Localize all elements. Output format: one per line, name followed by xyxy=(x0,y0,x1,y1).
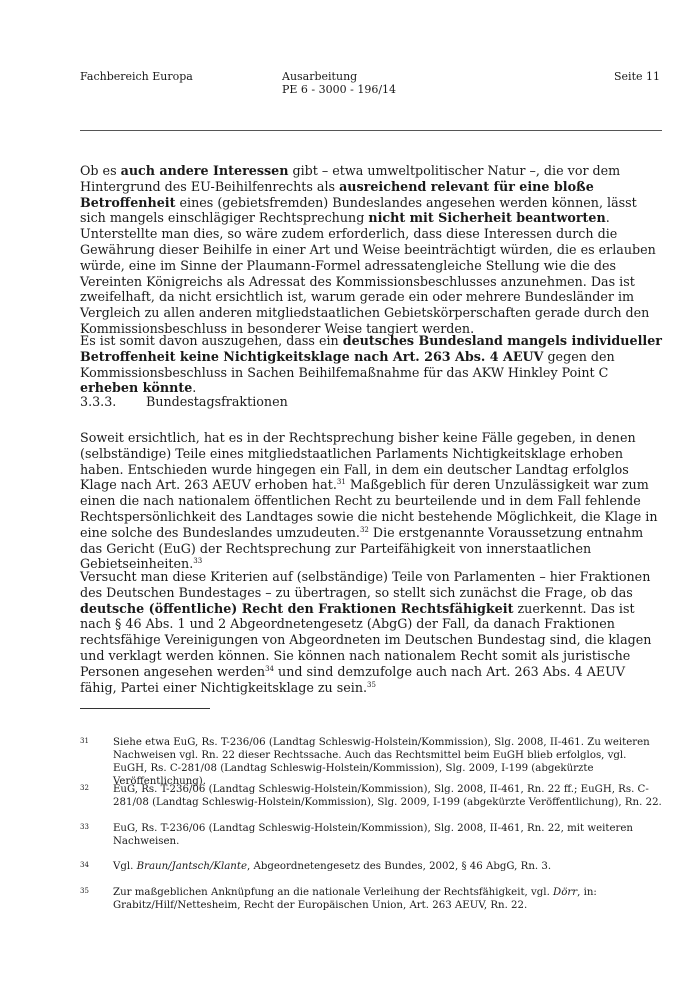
footnote-35 xyxy=(80,886,662,912)
bold-text: erheben könnte xyxy=(80,380,193,396)
footnote-ref-34[interactable]: 34 xyxy=(265,664,274,673)
text: , in: Grabitz/Hilf/Nettesheim, Recht der Europäischen Union, Art. 263 AEUV, Rn. 22. xyxy=(113,887,597,911)
text: , Abgeordnetengesetz des Bundes, 2002, § 46 AbgG, Rn. 3. xyxy=(246,861,552,872)
footnote-number: 35 xyxy=(80,887,89,895)
text: gegen den Kommissionsbeschluss in Sachen Beihilfemaßnahme für das AKW Hinkley Point C xyxy=(80,348,615,380)
footnote-text: Siehe etwa EuG, Rs. T-236/06 (Landtag Schleswig-Holstein/Kommission), Slg. 2008, II-461. Zu weiteren Nachweisen vgl. Rn. 22 dieser Rechtssache. Auch das Rechtsmittel beim EuGH blieb erfolglos, vgl. EuGH, Rs. C-281/08 (Landtag Schleswig-Holstein/Kommission), Slg. 2009, I-199 (abgekürzte Veröffentlichung). xyxy=(113,737,650,787)
section-title: Bundestagsfraktionen xyxy=(146,394,288,409)
paragraph-4 xyxy=(80,569,662,695)
footnote-divider xyxy=(80,708,210,709)
footnote-ref-31[interactable]: 31 xyxy=(336,478,346,487)
text: eines (gebietsfremden) Bundeslandes angesehen werden können, lässt sich mangels einschlägiger Rechtsprechung xyxy=(80,194,637,226)
text: und sind demzufolge auch nach Art. 263 Abs. 4 AEUV fähig, Partei einer Nichtigkeitsklage zu sein. xyxy=(80,663,625,695)
footnote-34 xyxy=(80,860,662,873)
header-page-number: Seite 11 xyxy=(614,70,660,83)
footnote-number: 32 xyxy=(80,784,89,792)
text: Die erstgenannte Voraussetzung entnahm das Gericht (EuG) der Rechtsprechung zur Parteifähigkeit von innerstaatlichen Gebietseinheiten. xyxy=(80,524,644,572)
paragraph-1 xyxy=(80,163,662,337)
text: . Unterstellte man dies, so wäre zudem erforderlich, dass diese Interessen durch die Gewährung dieser Beihilfe in einer Art und Weise beeinträchtigt würden, die es erlauben würde, eine im Sinne der Plaumann-Formel adressatengleiche Stellung wie die des Vereinten Königreichs als Adressat des Kommissionsbeschlusses anzunehmen. Das ist zweifelhaft, da nicht ersichtlich ist, warum gerade ein oder mehrere Bundesländer im Vergleich zu allen anderen mitgliedstaatlichen Gebietskörperschaften gerade durch den Kommissionsbeschluss in besonderer Weise tangiert werden. xyxy=(80,210,656,336)
text: Maßgeblich für deren Unzulässigkeit war zum einen die nach nationalem öffentlichen Recht zu beurteilende und in dem Fall fehlende Rechtspersönlichkeit des Landtages sowie die nicht bestehende Möglichkeit, die Klage in eine solche des Bundeslandes umzudeuten. xyxy=(80,477,658,540)
text: zuerkennt. Das ist nach § 46 Abs. 1 und 2 Abgeordnetengesetz (AbgG) der Fall, da danach Fraktionen rechtsfähige Vereinigungen von Abgeordneten im Deutschen Bundestag sind, die klagen und verklagt werden können. Sie können nach nationalem Recht somit als juristische Personen angesehen werden xyxy=(80,600,652,679)
footnote-33 xyxy=(80,822,662,848)
footnote-number: 33 xyxy=(80,823,89,831)
footnote-31 xyxy=(80,736,662,788)
author-name: Braun/Jantsch/Klante xyxy=(136,861,247,872)
footnote-text xyxy=(113,860,662,873)
footnote-ref-35[interactable]: 35 xyxy=(367,680,376,689)
header-doc-label: Ausarbeitung xyxy=(282,70,358,83)
paragraph-2 xyxy=(80,333,662,396)
text: Es ist somit davon auszugehen, dass ein xyxy=(80,333,343,348)
header-doc-number: PE 6 - 3000 - 196/14 xyxy=(282,83,397,96)
text: Ob es xyxy=(80,163,121,178)
footnote-ref-33[interactable]: 33 xyxy=(193,557,203,566)
text: Zur maßgeblichen Anknüpfung an die nationale Verleihung der Rechtsfähigkeit, vgl. xyxy=(113,887,554,898)
section-number: 3.3.3. xyxy=(80,394,117,409)
header-department: Fachbereich Europa xyxy=(80,70,193,83)
header-divider xyxy=(80,130,662,131)
author-name: Dörr xyxy=(553,887,578,898)
text: Versucht man diese Kriterien auf (selbständige) Teile von Parlamenten – hier Fraktionen des Deutschen Bundestages – zu übertragen, so stellt sich zunächst die Frage, ob das xyxy=(80,569,651,600)
bold-text: nicht mit Sicherheit beantworten xyxy=(368,210,606,226)
bold-text: deutsche (öffentliche) Recht den Fraktionen Rechtsfähigkeit xyxy=(80,600,514,616)
paragraph-3 xyxy=(80,430,662,572)
footnote-number: 34 xyxy=(80,861,89,869)
header-document-type xyxy=(282,70,396,96)
footnote-text: EuG, Rs. T-236/06 (Landtag Schleswig-Holstein/Kommission), Slg. 2008, II-461, Rn. 22, mit weiteren Nachweisen. xyxy=(113,823,633,847)
text: gibt – etwa umweltpolitischer Natur –, die vor dem Hintergrund des EU-Beihilfenrechts als xyxy=(80,163,621,194)
footnote-number: 31 xyxy=(80,737,89,745)
text: Vgl. xyxy=(113,861,137,872)
bold-text: auch andere Interessen xyxy=(120,163,289,178)
text: . xyxy=(192,380,197,396)
footnote-ref-32[interactable]: 32 xyxy=(359,525,369,534)
footnote-32 xyxy=(80,783,662,809)
bold-text: deutsches Bundesland mangels individueller Betroffenheit keine Nichtigkeitsklage nach Art. 263 Abs. 4 AEUV xyxy=(80,333,662,364)
bold-text: ausreichend relevant für eine bloße Betroffenheit xyxy=(80,178,594,210)
section-heading xyxy=(80,394,288,410)
footnote-text: EuG, Rs. T-236/06 (Landtag Schleswig-Holstein/Kommission), Slg. 2008, II-461, Rn. 22 ff.; EuGH, Rs. C-281/08 (Landtag Schleswig-Holstein/Kommission), Slg. 2009, I-199 (abgekürzte Veröffentlichung), Rn. 22. xyxy=(113,784,662,808)
footnote-text xyxy=(113,886,662,912)
text: Soweit ersichtlich, hat es in der Rechtsprechung bisher keine Fälle gegeben, in denen (selbständige) Teile eines mitgliedstaatlichen Parlaments Nichtigkeitsklage erhoben haben. Entschieden wurde hingegen ein Fall, in dem ein deutscher Landtag erfolglos Klage nach Art. 263 AEUV erhoben hat. xyxy=(80,430,636,493)
